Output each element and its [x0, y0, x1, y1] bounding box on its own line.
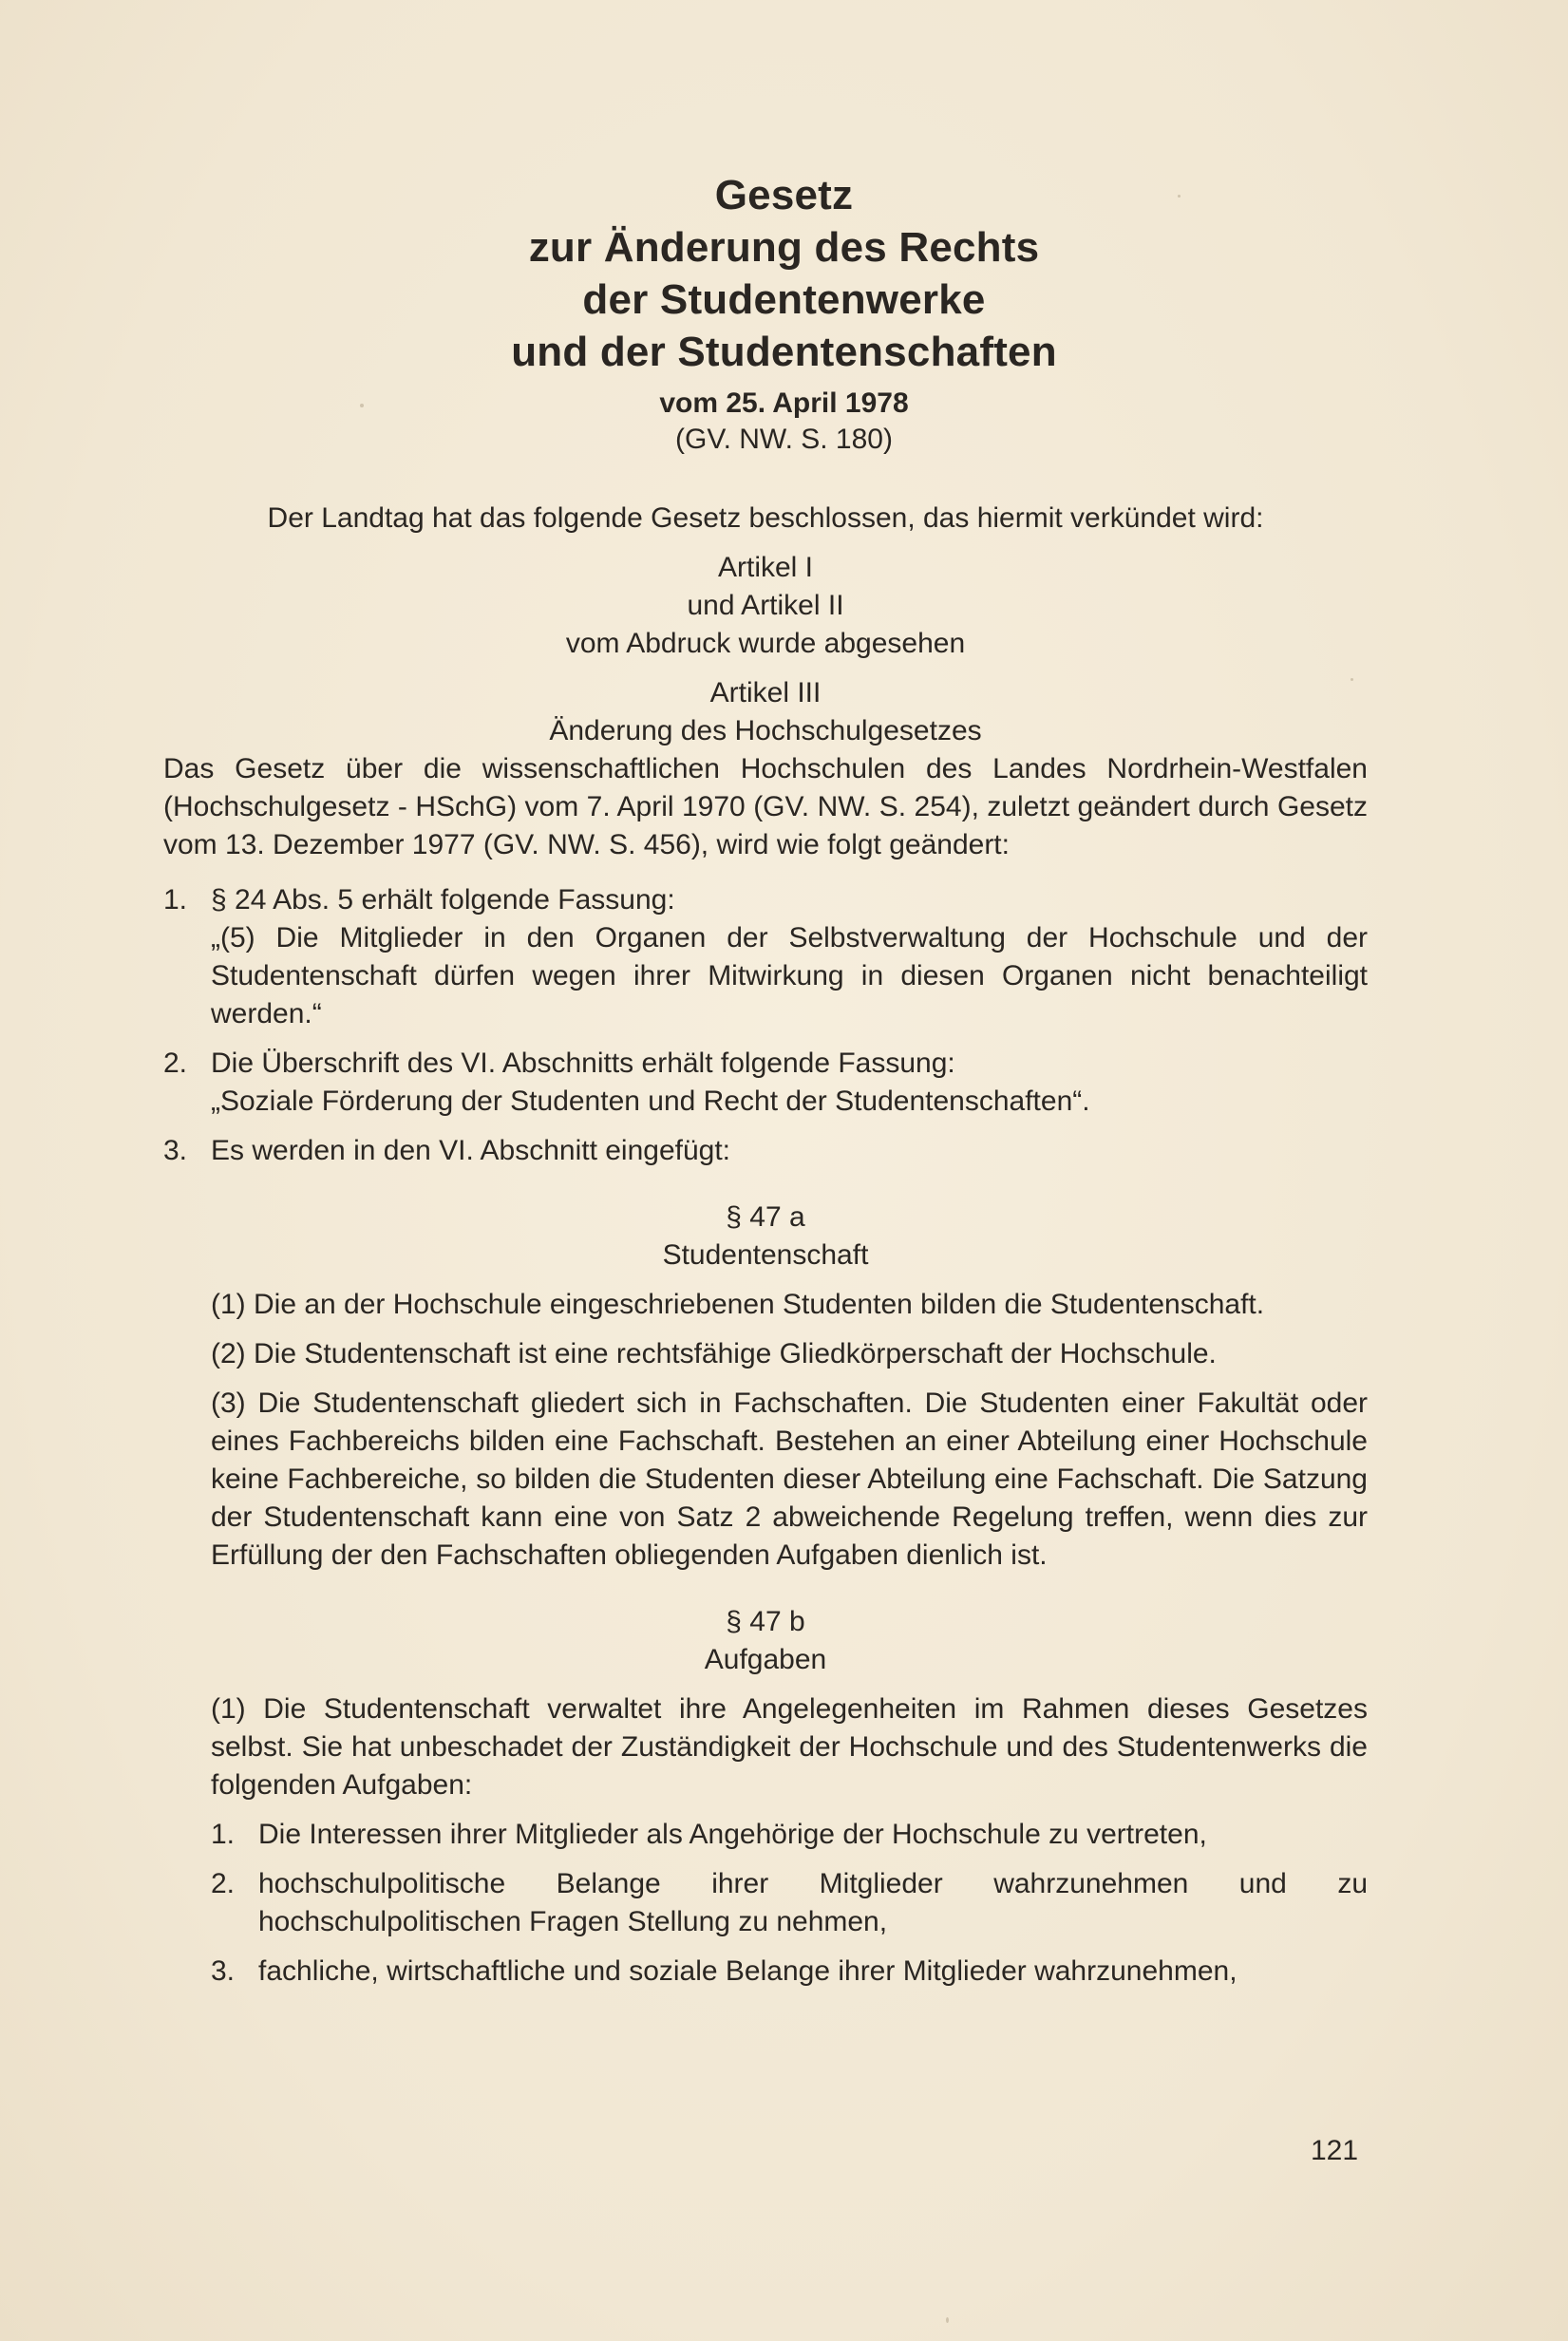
- task-number: 1.: [211, 1819, 236, 1850]
- gazette-reference: (GV. NW. S. 180): [675, 424, 893, 455]
- task-item-1: [211, 1816, 1368, 1854]
- section-47a-title: Studentenschaft: [662, 1239, 869, 1271]
- section-47b-title: Aufgaben: [704, 1644, 827, 1675]
- change-number: 3.: [163, 1135, 188, 1166]
- task-text: Die Interessen ihrer Mitglieder als Angehörige der Hochschule zu vertreten,: [258, 1819, 1207, 1850]
- task-item-2: [211, 1865, 1368, 1941]
- paper-speck: [1178, 195, 1181, 198]
- title-line-4: und der Studentenschaften: [511, 329, 1057, 375]
- paper-speck: [1351, 678, 1353, 681]
- change-text: § 24 Abs. 5 erhält folgende Fassung:: [211, 884, 675, 916]
- date-line: vom 25. April 1978: [659, 387, 909, 419]
- section-47a-paragraph-2: (2) Die Studentenschaft ist eine rechtsfähige Gliedkörperschaft der Hochschule.: [211, 1338, 1217, 1369]
- section-47a-paragraph-3: (3) Die Studentenschaft gliedert sich in Fachschaften. Die Studenten einer Fakultät oder eines Fachbereichs bilden eine Fachschaft. Bestehen an einer Abteilung einer Hochschule keine Fachbereiche, so bilden die Studenten dieser Abteilung eine Fachschaft. Die Satzung der Studentenschaft kann eine von Satz 2 abweichende Regelung treffen, wenn dies zur Erfüllung der den Fachschaften obliegenden Aufgaben dienlich ist.: [211, 1388, 1368, 1571]
- section-47b-number: § 47 b: [726, 1606, 805, 1637]
- publication-date: [0, 386, 1568, 458]
- paper-speck: [946, 2317, 949, 2323]
- omitted-articles: [163, 549, 1368, 663]
- change-quote: „Soziale Förderung der Studenten und Recht der Studentenschaften“.: [211, 1086, 1090, 1117]
- omitted-line-1: Artikel I: [717, 552, 814, 583]
- title-line-2: zur Änderung des Rechts: [528, 224, 1040, 271]
- change-item-2: [163, 1045, 1368, 1121]
- section-47a-number: § 47 a: [726, 1201, 805, 1233]
- article-3-heading: [163, 674, 1368, 750]
- omitted-line-2: und Artikel II: [687, 590, 844, 621]
- page-number: 121: [1311, 2135, 1359, 2166]
- article-3-text: Das Gesetz über die wissenschaftlichen Hochschulen des Landes Nordrhein-Westfalen (Hochschulgesetz - HSchG) vom 7. April 1970 (GV. NW. S. 254), zuletzt geändert durch Gesetz vom 13. Dezember 1977 (GV. NW. S. 456), wird wie folgt geändert:: [163, 753, 1368, 860]
- section-47a-paragraph-1: (1) Die an der Hochschule eingeschriebenen Studenten bilden die Studentenschaft.: [211, 1289, 1265, 1320]
- intro-text: Der Landtag hat das folgende Gesetz beschlossen, das hiermit verkündet wird:: [267, 502, 1264, 534]
- omitted-line-3: vom Abdruck wurde abgesehen: [565, 628, 966, 659]
- change-text: Die Überschrift des VI. Abschnitts erhält folgende Fassung:: [211, 1048, 955, 1079]
- change-item-3: [163, 1132, 1368, 1170]
- change-number: 1.: [163, 884, 188, 916]
- article-3-subtitle: Änderung des Hochschulgesetzes: [549, 715, 982, 746]
- change-quote: „(5) Die Mitglieder in den Organen der Selbstverwaltung der Hochschule und der Studentenschaft dürfen wegen ihrer Mitwirkung in diesen Organen nicht benachteiligt werden.“: [211, 922, 1368, 1029]
- title-line-3: der Studentenwerke: [582, 276, 986, 323]
- task-item-3: [211, 1953, 1368, 1991]
- task-number: 2.: [211, 1868, 236, 1899]
- article-3-title: Artikel III: [709, 677, 822, 708]
- change-number: 2.: [163, 1048, 188, 1079]
- task-number: 3.: [211, 1955, 236, 1987]
- section-47a-heading: [163, 1199, 1368, 1274]
- change-text: Es werden in den VI. Abschnitt eingefügt:: [211, 1135, 731, 1166]
- task-text: fachliche, wirtschaftliche und soziale Belange ihrer Mitglieder wahrzunehmen,: [258, 1955, 1237, 1987]
- title-line-1: Gesetz: [714, 172, 854, 218]
- document-title: [0, 169, 1568, 378]
- paper-speck: [360, 404, 364, 407]
- change-item-1: [163, 881, 1368, 1033]
- task-text: hochschulpolitische Belange ihrer Mitglieder wahrzunehmen und zu hochschulpolitischen Fragen Stellung zu nehmen,: [258, 1868, 1368, 1937]
- section-47b-paragraph-1: (1) Die Studentenschaft verwaltet ihre Angelegenheiten im Rahmen dieses Gesetzes selbst. Sie hat unbeschadet der Zuständigkeit der Hochschule und des Studentenwerks die folgenden Aufgaben:: [211, 1693, 1368, 1801]
- section-47b-heading: [163, 1603, 1368, 1679]
- document-body: [163, 500, 1368, 1991]
